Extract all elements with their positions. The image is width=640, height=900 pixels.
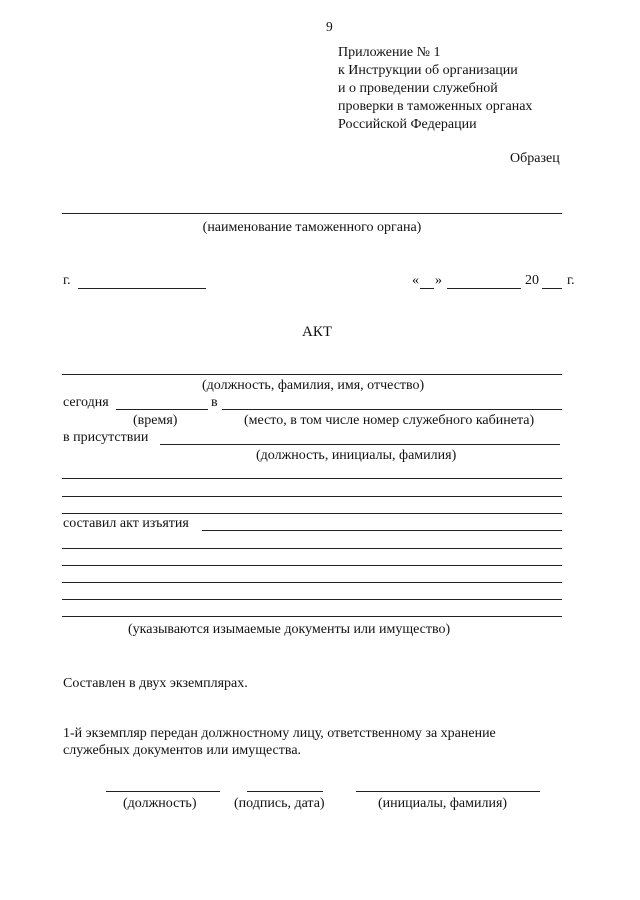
seizure-line <box>202 530 562 531</box>
act-title: АКТ <box>302 324 332 340</box>
date-day-line <box>420 288 434 289</box>
signature-position-line <box>106 791 220 792</box>
presence-line <box>160 444 560 445</box>
page-number: 9 <box>326 19 333 34</box>
date-quote-open: « <box>412 273 419 288</box>
blank-line <box>62 478 562 479</box>
sample-label: Образец <box>510 151 560 166</box>
signature-name-caption: (инициалы, фамилия) <box>378 796 508 811</box>
items-line <box>62 548 562 549</box>
presence-caption: (должность, инициалы, фамилия) <box>256 448 457 463</box>
items-line <box>62 565 562 566</box>
place-caption: (место, в том числе номер служебного кабинета) <box>244 413 535 428</box>
date-year-suffix: г. <box>567 273 575 288</box>
today-label: сегодня <box>63 395 109 410</box>
signature-sign-caption: (подпись, дата) <box>234 796 325 811</box>
signature-sign-line <box>247 791 323 792</box>
blank-line <box>62 513 562 514</box>
city-prefix: г. <box>63 273 71 288</box>
appendix-line-2: к Инструкции об организации <box>338 63 518 78</box>
items-caption: (указываются изымаемые документы или имущество) <box>128 622 451 637</box>
time-caption: (время) <box>133 413 178 428</box>
appendix-line-1: Приложение № 1 <box>338 45 441 60</box>
date-quote-close: » <box>435 273 442 288</box>
appendix-line-5: Российской Федерации <box>338 117 477 132</box>
place-line <box>222 409 562 410</box>
seizure-label: составил акт изъятия <box>63 516 189 531</box>
transfer-text-line-1: 1-й экземпляр передан должностному лицу, ответственному за хранение <box>63 726 496 741</box>
appendix-line-3: и о проведении служебной <box>338 81 498 96</box>
copies-text: Составлен в двух экземплярах. <box>63 676 248 691</box>
signature-position-caption: (должность) <box>123 796 197 811</box>
date-year-line <box>542 288 562 289</box>
in-label: в <box>211 395 218 410</box>
presence-label: в присутствии <box>63 430 149 445</box>
items-line <box>62 616 562 617</box>
customs-body-caption: (наименование таможенного органа) <box>202 220 422 235</box>
person-line <box>62 374 562 375</box>
transfer-text-line-2: служебных документов или имущества. <box>63 743 302 758</box>
items-line <box>62 599 562 600</box>
appendix-line-4: проверки в таможенных органах <box>338 99 533 114</box>
person-caption: (должность, фамилия, имя, отчество) <box>202 378 425 393</box>
date-year-prefix: 20 <box>525 273 539 288</box>
customs-body-line <box>62 213 562 214</box>
items-line <box>62 582 562 583</box>
city-line <box>78 288 206 289</box>
date-month-line <box>447 288 521 289</box>
time-line <box>116 409 208 410</box>
signature-name-line <box>356 791 540 792</box>
blank-line <box>62 496 562 497</box>
